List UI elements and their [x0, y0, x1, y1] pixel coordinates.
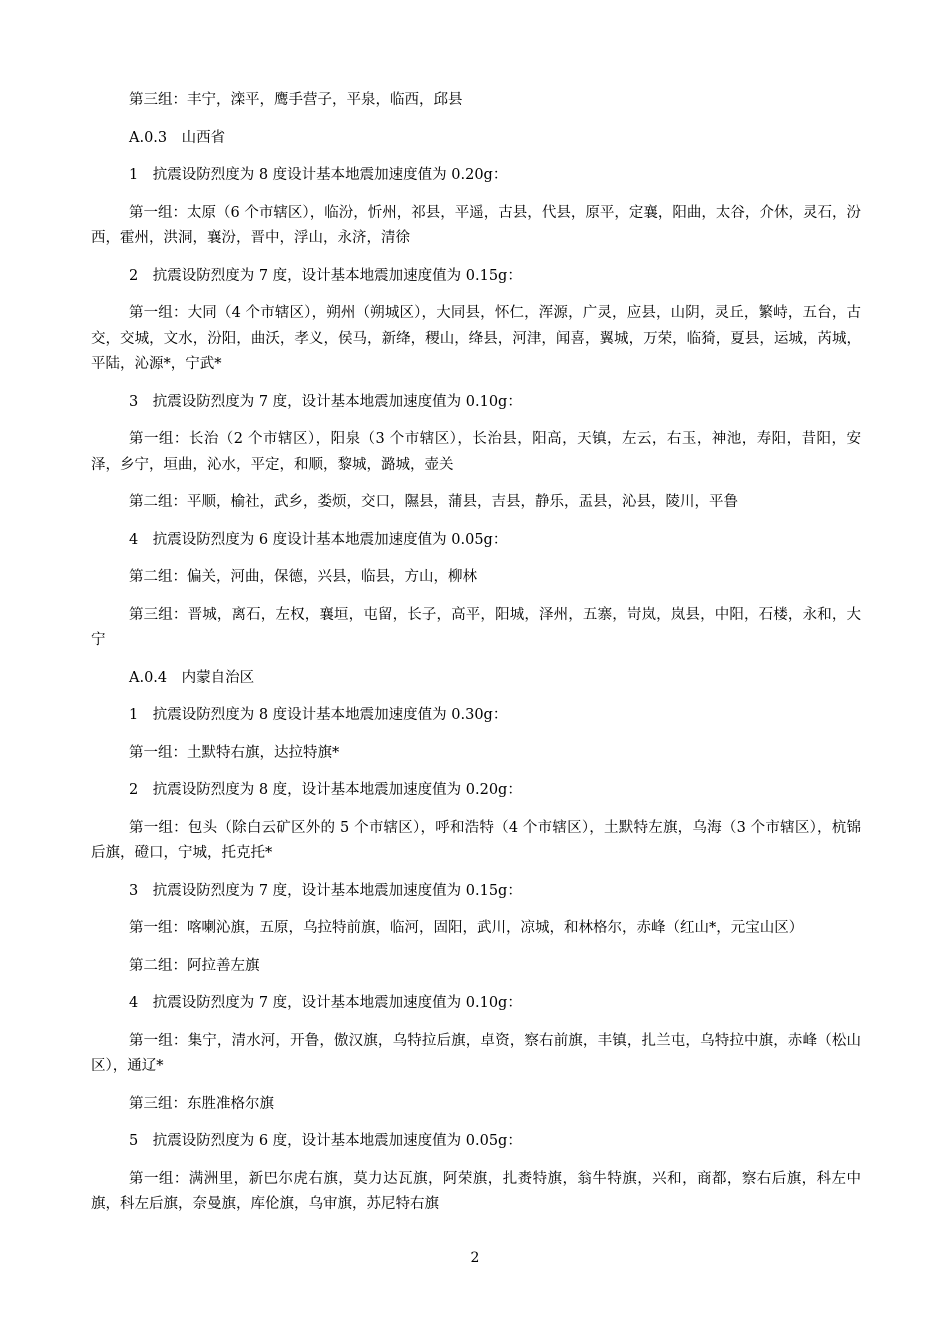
paragraph: 第三组：东胜准格尔旗 — [129, 1095, 274, 1112]
paragraph: 第一组：集宁，清水河，开鲁，傲汉旗，乌特拉后旗，卓资，察右前旗，丰镇，扎兰屯，乌特拉中旗，赤峰（松山区），通辽* — [91, 1032, 861, 1074]
paragraph: 第一组：土默特右旗，达拉特旗* — [129, 744, 340, 761]
section-heading: A.0.4 内蒙自治区 — [129, 669, 255, 686]
section-heading: A.0.3 山西省 — [129, 129, 226, 146]
intensity-item: 3 抗震设防烈度为 7 度，设计基本地震加速度值为 0.15g： — [129, 882, 522, 899]
paragraph: 第一组：喀喇沁旗，五原，乌拉特前旗，临河，固阳，武川，凉城，和林格尔，赤峰（红山*，元宝山区） — [129, 920, 804, 936]
intensity-item: 1 抗震设防烈度为 8 度设计基本地震加速度值为 0.30g： — [129, 707, 508, 723]
intensity-item: 2 抗震设防烈度为 8 度，设计基本地震加速度值为 0.20g： — [129, 782, 522, 798]
intensity-item: 5 抗震设防烈度为 6 度，设计基本地震加速度值为 0.05g： — [129, 1133, 522, 1149]
paragraph: 第二组：平顺，榆社，武乡，娄烦，交口，隰县，蒲县，吉县，静乐，盂县，沁县，陵川，平鲁 — [129, 494, 738, 510]
paragraph: 第一组：包头（除白云矿区外的 5 个市辖区），呼和浩特（4 个市辖区），土默特左旗，乌海（3 个市辖区），杭锦后旗，磴口，宁城，托克托* — [91, 819, 861, 861]
intensity-item: 2 抗震设防烈度为 7 度，设计基本地震加速度值为 0.15g： — [129, 267, 522, 284]
page-number: 2 — [470, 1250, 480, 1266]
intensity-item: 4 抗震设防烈度为 7 度，设计基本地震加速度值为 0.10g： — [129, 995, 522, 1011]
intensity-item: 3 抗震设防烈度为 7 度，设计基本地震加速度值为 0.10g： — [129, 393, 522, 410]
paragraph: 第一组：大同（4 个市辖区），朔州（朔城区），大同县，怀仁，浑源，广灵，应县，山阴，灵丘，繁峙，五台，古交，交城，文水，汾阳，曲沃，孝义，侯马，新绛，稷山，绛县，河津，闻喜，翼城，万荣，临猗，夏县，运城，芮城，平陆，沁源*，宁武* — [91, 305, 861, 372]
paragraph: 第一组：长治（2 个市辖区），阳泉（3 个市辖区），长治县，阳高，天镇，左云，右玉，神池，寿阳，昔阳，安泽，乡宁，垣曲，沁水，平定，和顺，黎城，潞城，壶关 — [91, 431, 861, 473]
paragraph: 第二组：阿拉善左旗 — [129, 957, 260, 974]
paragraph: 第一组：满洲里，新巴尔虎右旗，莫力达瓦旗，阿荣旗，扎赉特旗，翁牛特旗，兴和，商都，察右后旗，科左中旗，科左后旗，奈曼旗，库伦旗，乌审旗，苏尼特右旗 — [91, 1170, 861, 1212]
intensity-item: 4 抗震设防烈度为 6 度设计基本地震加速度值为 0.05g： — [129, 531, 508, 548]
paragraph: 第二组：偏关，河曲，保德，兴县，临县，方山，柳林 — [129, 569, 477, 585]
paragraph: 第三组：丰宁，滦平，鹰手营子，平泉，临西，邱县 — [129, 92, 463, 108]
document-body — [91, 88, 861, 1230]
paragraph: 第三组：晋城，离石，左权，襄垣，屯留，长子，高平，阳城，泽州，五寨，岢岚，岚县，中阳，石楼，永和，大宁 — [91, 606, 861, 648]
intensity-item: 1 抗震设防烈度为 8 度设计基本地震加速度值为 0.20g： — [129, 167, 508, 183]
paragraph: 第一组：太原（6 个市辖区），临汾，忻州，祁县，平遥，古县，代县，原平，定襄，阳曲，太谷，介休，灵石，汾西，霍州，洪洞，襄汾，晋中，浮山，永济，清徐 — [91, 204, 861, 246]
